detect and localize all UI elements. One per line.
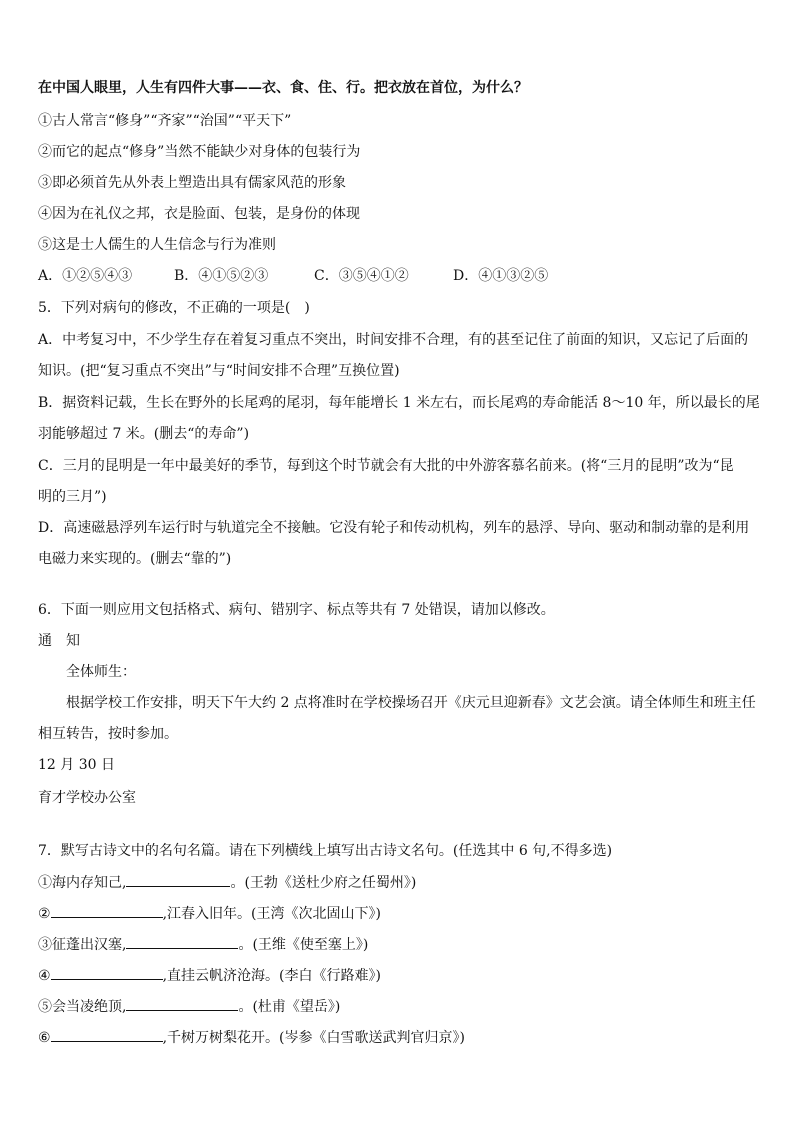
q4-option-a: A．①②⑤④③ (38, 268, 133, 284)
q7-item-3-prefix: ③征蓬出汉塞, (38, 937, 127, 953)
q5-line-2: 知识。(把“复习重点不突出”与“时间安排不合理”互换位置) (38, 363, 400, 379)
q7-item-5-blank[interactable] (126, 996, 238, 1011)
q7-item-5 (38, 996, 340, 1017)
q7-item-1-prefix: ①海内存知己, (38, 875, 127, 891)
q7-item-2 (38, 903, 381, 924)
q5-line-5: C．三月的昆明是一年中最美好的季节，每到这个时节就会有大批的中外游客慕名前来。(将“三月的昆明”改为“昆 (38, 458, 734, 474)
q4-stem: 在中国人眼里，人生有四件大事——衣、食、住、行。把衣放在首位，为什么？ (38, 80, 528, 96)
q4-option-c: C．③⑤④①② (314, 268, 409, 284)
notice-date: 12 月 30 日 (38, 757, 115, 773)
q6-stem: 6．下面一则应用文包括格式、病句、错别字、标点等共有 7 处错误，请加以修改。 (38, 602, 555, 618)
q5-line-6: 明的三月”) (38, 489, 107, 505)
q5-line-3: B．据资料记载，生长在野外的长尾鸡的尾羽，每年能增长 1 米左右，而长尾鸡的寿命能活 8～10 年，所以最长的尾 (38, 395, 760, 411)
q7-item-1 (38, 872, 416, 893)
q5-stem: 5．下列对病句的修改，不正确的一项是( ) (38, 300, 310, 316)
q7-item-2-prefix: ② (38, 906, 51, 922)
q7-item-6 (38, 1027, 465, 1048)
notice-signature: 育才学校办公室 (38, 790, 136, 806)
q7-item-1-blank[interactable] (126, 872, 230, 887)
q4-option-b: B．④①⑤②③ (174, 268, 269, 284)
q4-item-1: ①古人常言“修身”“齐家”“治国”“平天下” (38, 113, 292, 129)
q4-item-2: ②而它的起点“修身”当然不能缺少对身体的包装行为 (38, 144, 361, 160)
q7-item-5-suffix: 。(杜甫《望岳》) (238, 999, 341, 1015)
q4-option-d: D．④①③②⑤ (453, 268, 549, 284)
notice-title: 通 知 (38, 633, 80, 649)
q7-item-2-suffix: ,江春入旧年。(王湾《次北固山下》) (162, 906, 381, 922)
q4-item-5: ⑤这是士人儒生的人生信念与行为准则 (38, 237, 276, 253)
q7-stem: 7．默写古诗文中的名句名篇。请在下列横线上填写出古诗文名句。(任选其中 6 句,不得多选) (38, 843, 613, 859)
q7-item-6-blank[interactable] (51, 1027, 163, 1042)
q7-item-1-suffix: 。(王勃《送杜少府之任蜀州》) (230, 875, 417, 891)
q7-item-2-blank[interactable] (51, 903, 163, 918)
q7-item-3-blank[interactable] (126, 934, 238, 949)
q7-item-3 (38, 934, 368, 955)
q5-line-4: 羽能够超过 7 米。(删去“的寿命”) (38, 426, 250, 442)
q4-item-3: ③即必须首先从外表上塑造出具有儒家风范的形象 (38, 175, 346, 191)
q7-item-4-prefix: ④ (38, 968, 51, 984)
q5-line-7: D．高速磁悬浮列车运行时与轨道完全不接触。它没有轮子和传动机构，列车的悬浮、导向、驱动和制动靠的是利用 (38, 520, 750, 536)
notice-salutation: 全体师生： (66, 664, 136, 680)
q7-item-4-blank[interactable] (51, 965, 163, 980)
q7-item-6-prefix: ⑥ (38, 1030, 51, 1046)
notice-body-line-2: 相互转告，按时参加。 (38, 726, 178, 742)
q5-line-1: A．中考复习中，不少学生存在着复习重点不突出，时间安排不合理，有的甚至记住了前面的知识，又忘记了后面的 (38, 332, 749, 348)
notice-body-line-1: 根据学校工作安排，明天下午大约 2 点将准时在学校操场召开《庆元旦迎新春》文艺会演。请全体师生和班主任 (66, 695, 756, 711)
q7-item-6-suffix: ,千树万树梨花开。(岑参《白雪歌送武判官归京》) (162, 1030, 465, 1046)
q7-item-4 (38, 965, 381, 986)
q7-item-4-suffix: ,直挂云帆济沧海。(李白《行路难》) (162, 968, 381, 984)
q5-line-8: 电磁力来实现的。(删去“靠的”) (38, 551, 232, 567)
q7-item-5-prefix: ⑤会当凌绝顶, (38, 999, 127, 1015)
q7-item-3-suffix: 。(王维《使至塞上》) (238, 937, 369, 953)
q4-item-4: ④因为在礼仪之邦，衣是脸面、包装，是身份的体现 (38, 206, 360, 222)
